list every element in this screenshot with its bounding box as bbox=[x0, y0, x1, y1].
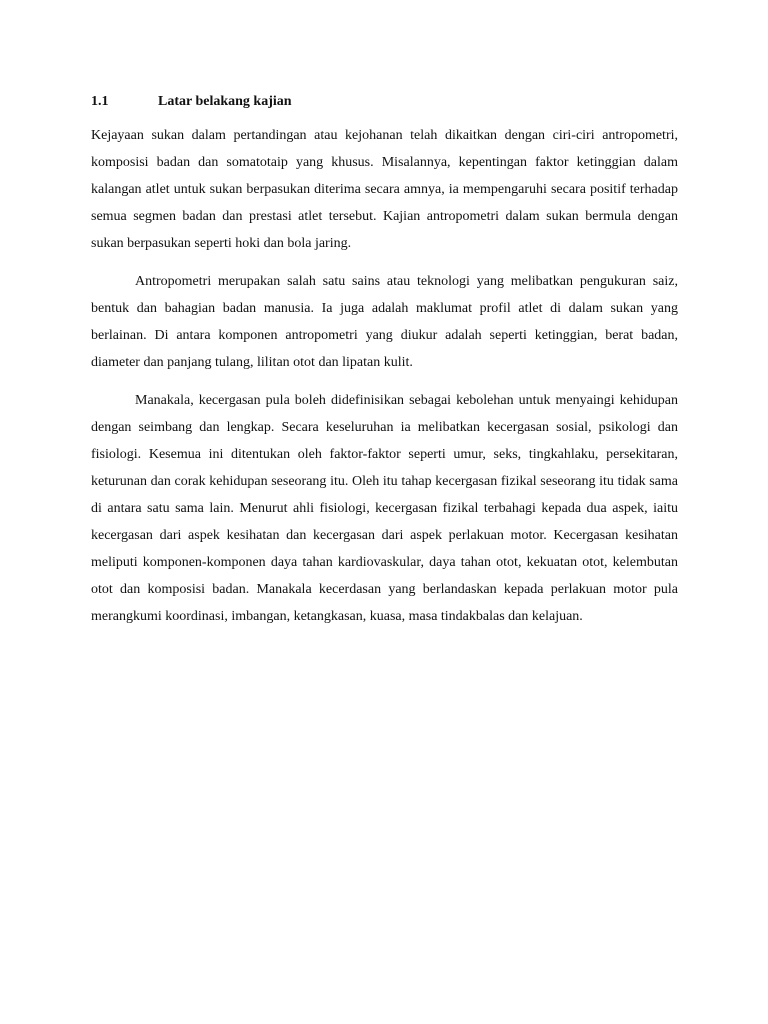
document-page bbox=[91, 92, 678, 641]
paragraph-3: Manakala, kecergasan pula boleh didefinisikan sebagai kebolehan untuk menyaingi kehidupan dengan seimbang dan lengkap. Secara keseluruhan ia melibatkan kecergasan sosial, psikologi dan fisiologi. Kesemua ini ditentukan oleh faktor-faktor seperti umur, seks, tingkahlaku, persekitaran, keturunan dan corak kehidupan seseorang itu. Oleh itu tahap kecergasan fizikal seseorang itu tidak sama di antara satu sama lain. Menurut ahli fisiologi, kecergasan fizikal terbahagi kepada dua aspek, iaitu kecergasan dari aspek kesihatan dan kecergasan dari aspek perlakuan motor. Kecergasan kesihatan meliputi komponen-komponen daya tahan kardiovaskular, daya tahan otot, kekuatan otot, kelembutan otot dan komposisi badan. Manakala kecerdasan yang berlandaskan kepada perlakuan motor pula merangkumi koordinasi, imbangan, ketangkasan, kuasa, masa tindakbalas dan kelajuan. bbox=[91, 393, 678, 624]
section-heading bbox=[91, 92, 678, 112]
section-number: 1.1 bbox=[91, 94, 109, 109]
section-title: Latar belakang kajian bbox=[158, 94, 292, 109]
paragraph-2: Antropometri merupakan salah satu sains atau teknologi yang melibatkan pengukuran saiz, bentuk dan bahagian badan manusia. Ia juga adalah maklumat profil atlet di dalam sukan yang berlainan. Di antara komponen antropometri yang diukur adalah seperti ketinggian, berat badan, diameter dan panjang tulang, lilitan otot dan lipatan kulit. bbox=[91, 274, 678, 370]
paragraph-1: Kejayaan sukan dalam pertandingan atau kejohanan telah dikaitkan dengan ciri-ciri antropometri, komposisi badan dan somatotaip yang khusus. Misalannya, kepentingan faktor ketinggian dalam kalangan atlet untuk sukan berpasukan diterima secara amnya, ia mempengaruhi secara positif terhadap semua segmen badan dan prestasi atlet tersebut. Kajian antropometri dalam sukan bermula dengan sukan berpasukan seperti hoki dan bola jaring. bbox=[91, 128, 678, 251]
